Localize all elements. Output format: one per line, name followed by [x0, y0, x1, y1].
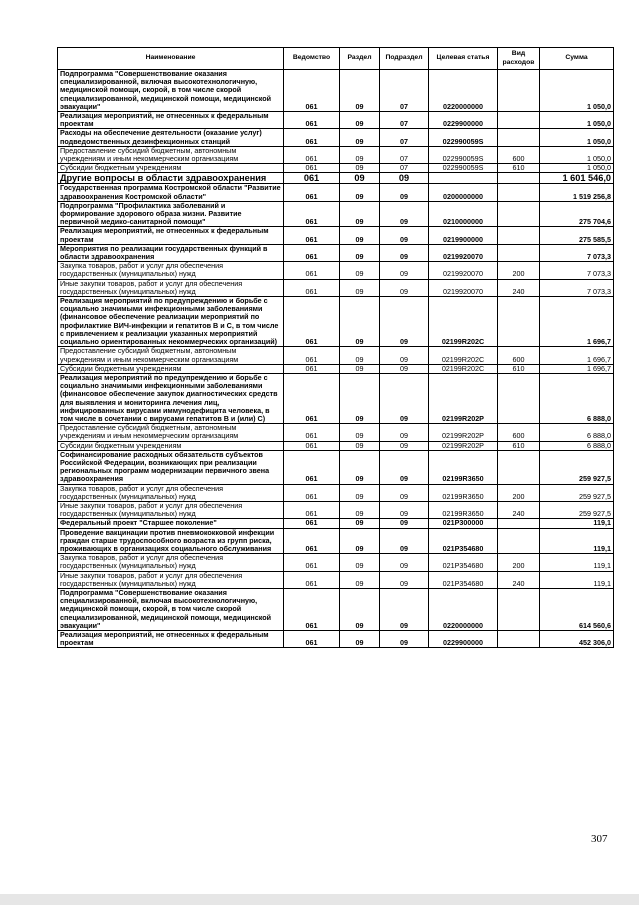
cell-dept: 061 [284, 424, 340, 441]
cell-target: 021P300000 [429, 519, 498, 528]
cell-name: Предоставление субсидий бюджетным, автономным учреждениям и иным некоммерческим организациям [58, 347, 284, 364]
cell-exp-type [498, 201, 540, 227]
table-row [58, 554, 614, 571]
table-row [58, 129, 614, 146]
cell-target: 0219920070 [429, 279, 498, 296]
table-row [58, 262, 614, 279]
cell-section: 09 [340, 631, 380, 648]
cell-section: 09 [340, 227, 380, 244]
cell-amount: 452 306,0 [540, 631, 614, 648]
cell-name: Реализация мероприятий по предупреждению и борьбе с социально значимыми инфекционными заболеваниями (финансовое обеспечение закупок диагностических средств для выявления и мониторинга лечения лиц, инфицированных вирусами иммунодефицита человека, в том числе в сочетании с вирусами гепатитов В и (или) С) [58, 373, 284, 423]
header-section: Раздел [340, 48, 380, 70]
cell-target: 021P354680 [429, 528, 498, 554]
table-header-row [58, 48, 614, 70]
cell-subsection: 09 [380, 201, 429, 227]
table-row [58, 501, 614, 518]
cell-dept: 061 [284, 244, 340, 261]
cell-dept: 061 [284, 347, 340, 364]
cell-name: Субсидии бюджетным учреждениям [58, 441, 284, 450]
cell-target: 0229900000 [429, 112, 498, 129]
cell-section: 09 [340, 173, 380, 184]
cell-exp-type: 200 [498, 554, 540, 571]
cell-subsection: 09 [380, 364, 429, 373]
cell-amount: 119,1 [540, 519, 614, 528]
cell-section: 09 [340, 347, 380, 364]
cell-name: Закупка товаров, работ и услуг для обеспечения государственных (муниципальных) нужд [58, 262, 284, 279]
cell-amount: 6 888,0 [540, 424, 614, 441]
table-row [58, 227, 614, 244]
header-dept: Ведомство [284, 48, 340, 70]
table-row [58, 201, 614, 227]
cell-amount: 1 696,7 [540, 364, 614, 373]
cell-section: 09 [340, 297, 380, 347]
cell-section: 09 [340, 262, 380, 279]
table-row [58, 528, 614, 554]
cell-target: 0200000000 [429, 184, 498, 201]
table-row [58, 244, 614, 261]
cell-target: 022990059S [429, 146, 498, 163]
cell-target: 0219920070 [429, 244, 498, 261]
table-row [58, 184, 614, 201]
cell-dept: 061 [284, 279, 340, 296]
cell-exp-type [498, 631, 540, 648]
table-row [58, 441, 614, 450]
table-row [58, 631, 614, 648]
header-exp-type: Вид расходов [498, 48, 540, 70]
cell-dept: 061 [284, 146, 340, 163]
cell-dept: 061 [284, 588, 340, 630]
cell-target: 02199R3650 [429, 450, 498, 484]
cell-amount: 1 050,0 [540, 146, 614, 163]
cell-exp-type: 600 [498, 424, 540, 441]
cell-dept: 061 [284, 528, 340, 554]
cell-section: 09 [340, 364, 380, 373]
cell-exp-type [498, 70, 540, 112]
cell-dept: 061 [284, 164, 340, 173]
cell-target: 02199R202P [429, 424, 498, 441]
cell-subsection: 09 [380, 519, 429, 528]
cell-name: Реализация мероприятий по предупреждению и борьбе с социально значимыми инфекционными заболеваниями (финансовое обеспечение реализации мероприятий по профилактике ВИЧ-инфекции и гепатитов В и С, в том числе с привлечением к реализации указанных мероприятий социально ориентированных некоммерческих организаций) [58, 297, 284, 347]
cell-subsection: 09 [380, 244, 429, 261]
cell-dept: 061 [284, 262, 340, 279]
cell-exp-type [498, 244, 540, 261]
table-row [58, 70, 614, 112]
cell-amount: 1 601 546,0 [540, 173, 614, 184]
cell-name: Предоставление субсидий бюджетным, автономным учреждениям и иным некоммерческим организациям [58, 146, 284, 163]
cell-target: 02199R202C [429, 297, 498, 347]
table-row [58, 297, 614, 347]
cell-amount: 1 519 256,8 [540, 184, 614, 201]
cell-name: Реализация мероприятий, не отнесенных к федеральным проектам [58, 112, 284, 129]
cell-subsection: 07 [380, 146, 429, 163]
table-row [58, 364, 614, 373]
cell-exp-type: 240 [498, 501, 540, 518]
table-row [58, 424, 614, 441]
cell-name: Субсидии бюджетным учреждениям [58, 164, 284, 173]
cell-subsection: 09 [380, 297, 429, 347]
cell-exp-type: 240 [498, 571, 540, 588]
cell-exp-type [498, 528, 540, 554]
cell-target: 02199R3650 [429, 484, 498, 501]
table-row [58, 571, 614, 588]
table-row [58, 519, 614, 528]
cell-amount: 119,1 [540, 554, 614, 571]
cell-dept: 061 [284, 484, 340, 501]
table-row [58, 173, 614, 184]
cell-section: 09 [340, 501, 380, 518]
cell-dept: 061 [284, 201, 340, 227]
cell-exp-type [498, 112, 540, 129]
cell-name: Предоставление субсидий бюджетным, автономным учреждениям и иным некоммерческим организациям [58, 424, 284, 441]
cell-dept: 061 [284, 112, 340, 129]
cell-dept: 061 [284, 129, 340, 146]
scan-edge [0, 894, 639, 905]
cell-section: 09 [340, 201, 380, 227]
table-row [58, 279, 614, 296]
cell-dept: 061 [284, 501, 340, 518]
cell-subsection: 09 [380, 484, 429, 501]
cell-section: 09 [340, 450, 380, 484]
cell-amount: 7 073,3 [540, 279, 614, 296]
cell-amount: 7 073,3 [540, 262, 614, 279]
cell-target: 022990059S [429, 129, 498, 146]
cell-name: Закупка товаров, работ и услуг для обеспечения государственных (муниципальных) нужд [58, 484, 284, 501]
cell-name: Мероприятия по реализации государственных функций в области здравоохранения [58, 244, 284, 261]
header-subsection: Подраздел [380, 48, 429, 70]
cell-amount: 6 888,0 [540, 373, 614, 423]
cell-exp-type [498, 519, 540, 528]
cell-subsection: 09 [380, 227, 429, 244]
cell-amount: 119,1 [540, 571, 614, 588]
cell-dept: 061 [284, 554, 340, 571]
page-number: 307 [591, 833, 608, 845]
cell-name: Другие вопросы в области здравоохранения [58, 173, 284, 184]
cell-section: 09 [340, 146, 380, 163]
cell-subsection: 07 [380, 112, 429, 129]
cell-section: 09 [340, 164, 380, 173]
cell-target: 022990059S [429, 164, 498, 173]
cell-dept: 061 [284, 571, 340, 588]
cell-section: 09 [340, 112, 380, 129]
cell-target: 0219900000 [429, 227, 498, 244]
cell-exp-type: 610 [498, 441, 540, 450]
cell-exp-type [498, 450, 540, 484]
cell-amount: 7 073,3 [540, 244, 614, 261]
cell-name: Иные закупки товаров, работ и услуг для обеспечения государственных (муниципальных) нужд [58, 501, 284, 518]
cell-target: 021P354680 [429, 554, 498, 571]
cell-section: 09 [340, 528, 380, 554]
cell-target: 0229900000 [429, 631, 498, 648]
cell-name: Реализация мероприятий, не отнесенных к федеральным проектам [58, 227, 284, 244]
table-row [58, 373, 614, 423]
cell-subsection: 09 [380, 184, 429, 201]
cell-amount: 1 050,0 [540, 164, 614, 173]
cell-subsection: 09 [380, 528, 429, 554]
cell-subsection: 07 [380, 129, 429, 146]
cell-exp-type [498, 373, 540, 423]
cell-section: 09 [340, 554, 380, 571]
cell-exp-type: 600 [498, 146, 540, 163]
table-row [58, 588, 614, 630]
cell-name: Государственная программа Костромской области "Развитие здравоохранения Костромской области" [58, 184, 284, 201]
cell-subsection: 09 [380, 424, 429, 441]
cell-subsection: 07 [380, 70, 429, 112]
cell-section: 09 [340, 424, 380, 441]
cell-name: Субсидии бюджетным учреждениям [58, 364, 284, 373]
cell-section: 09 [340, 279, 380, 296]
cell-exp-type: 200 [498, 484, 540, 501]
cell-amount: 1 050,0 [540, 70, 614, 112]
cell-subsection: 09 [380, 631, 429, 648]
cell-subsection: 09 [380, 441, 429, 450]
cell-name: Подпрограмма "Совершенствование оказания специализированной, включая высокотехнологичную, медицинской помощи, скорой, в том числе скорой специализированной, медицинской помощи, медицинской эвакуации" [58, 70, 284, 112]
cell-amount: 1 050,0 [540, 129, 614, 146]
cell-amount: 275 585,5 [540, 227, 614, 244]
cell-dept: 061 [284, 173, 340, 184]
cell-amount: 1 696,7 [540, 347, 614, 364]
cell-dept: 061 [284, 227, 340, 244]
cell-subsection: 09 [380, 347, 429, 364]
cell-section: 09 [340, 70, 380, 112]
cell-target: 0220000000 [429, 70, 498, 112]
cell-dept: 061 [284, 297, 340, 347]
cell-section: 09 [340, 441, 380, 450]
cell-name: Проведение вакцинации против пневмококковой инфекции граждан старше трудоспособного возраста из групп риска, проживающих в организациях социального обслуживания [58, 528, 284, 554]
cell-amount: 259 927,5 [540, 484, 614, 501]
budget-table [57, 47, 614, 648]
cell-exp-type [498, 588, 540, 630]
cell-name: Закупка товаров, работ и услуг для обеспечения государственных (муниципальных) нужд [58, 554, 284, 571]
cell-amount: 614 560,6 [540, 588, 614, 630]
cell-target: 02199R202C [429, 364, 498, 373]
cell-exp-type [498, 297, 540, 347]
cell-section: 09 [340, 129, 380, 146]
cell-target: 021P354680 [429, 571, 498, 588]
cell-amount: 259 927,5 [540, 501, 614, 518]
cell-exp-type [498, 129, 540, 146]
cell-name: Иные закупки товаров, работ и услуг для обеспечения государственных (муниципальных) нужд [58, 279, 284, 296]
cell-dept: 061 [284, 364, 340, 373]
cell-subsection: 09 [380, 373, 429, 423]
cell-amount: 119,1 [540, 528, 614, 554]
cell-dept: 061 [284, 519, 340, 528]
cell-exp-type: 200 [498, 262, 540, 279]
cell-exp-type: 610 [498, 364, 540, 373]
cell-subsection: 09 [380, 450, 429, 484]
cell-dept: 061 [284, 441, 340, 450]
cell-target: 02199R202P [429, 441, 498, 450]
cell-name: Подпрограмма "Совершенствование оказания специализированной, включая высокотехнологичную, медицинской помощи, скорой, в том числе скорой специализированной, медицинской помощи, медицинской эвакуации" [58, 588, 284, 630]
cell-exp-type [498, 184, 540, 201]
cell-dept: 061 [284, 70, 340, 112]
cell-target [429, 173, 498, 184]
cell-subsection: 07 [380, 164, 429, 173]
cell-name: Расходы на обеспечение деятельности (оказание услуг) подведомственных дезинфекционных станций [58, 129, 284, 146]
cell-exp-type: 600 [498, 347, 540, 364]
header-target: Целевая статья [429, 48, 498, 70]
table-row [58, 347, 614, 364]
header-amount: Сумма [540, 48, 614, 70]
cell-amount: 275 704,6 [540, 201, 614, 227]
cell-target: 02199R202P [429, 373, 498, 423]
cell-amount: 6 888,0 [540, 441, 614, 450]
cell-name: Софинансирование расходных обязательств субъектов Российской Федерации, возникающих при реализации региональных программ модернизации первичного звена здравоохранения [58, 450, 284, 484]
cell-exp-type [498, 227, 540, 244]
cell-dept: 061 [284, 450, 340, 484]
cell-section: 09 [340, 519, 380, 528]
cell-subsection: 09 [380, 501, 429, 518]
cell-subsection: 09 [380, 571, 429, 588]
cell-amount: 259 927,5 [540, 450, 614, 484]
cell-exp-type: 240 [498, 279, 540, 296]
cell-name: Федеральный проект "Старшее поколение" [58, 519, 284, 528]
cell-subsection: 09 [380, 173, 429, 184]
table-body [58, 70, 614, 648]
cell-target: 02199R202C [429, 347, 498, 364]
table-row [58, 112, 614, 129]
cell-subsection: 09 [380, 554, 429, 571]
cell-section: 09 [340, 571, 380, 588]
cell-section: 09 [340, 244, 380, 261]
cell-amount: 1 696,7 [540, 297, 614, 347]
cell-section: 09 [340, 184, 380, 201]
cell-dept: 061 [284, 631, 340, 648]
cell-name: Иные закупки товаров, работ и услуг для обеспечения государственных (муниципальных) нужд [58, 571, 284, 588]
table-row [58, 450, 614, 484]
table-row [58, 164, 614, 173]
cell-section: 09 [340, 484, 380, 501]
table-row [58, 484, 614, 501]
cell-dept: 061 [284, 184, 340, 201]
cell-target: 0219920070 [429, 262, 498, 279]
cell-exp-type: 610 [498, 164, 540, 173]
cell-name: Реализация мероприятий, не отнесенных к федеральным проектам [58, 631, 284, 648]
cell-exp-type [498, 173, 540, 184]
cell-target: 0220000000 [429, 588, 498, 630]
cell-section: 09 [340, 373, 380, 423]
cell-target: 02199R3650 [429, 501, 498, 518]
cell-amount: 1 050,0 [540, 112, 614, 129]
cell-target: 0210000000 [429, 201, 498, 227]
cell-name: Подпрограмма "Профилактика заболеваний и формирование здорового образа жизни. Развитие первичной медико-санитарной помощи" [58, 201, 284, 227]
cell-subsection: 09 [380, 262, 429, 279]
cell-subsection: 09 [380, 279, 429, 296]
header-name: Наименование [58, 48, 284, 70]
table-row [58, 146, 614, 163]
cell-section: 09 [340, 588, 380, 630]
cell-subsection: 09 [380, 588, 429, 630]
budget-page [57, 47, 613, 648]
cell-dept: 061 [284, 373, 340, 423]
